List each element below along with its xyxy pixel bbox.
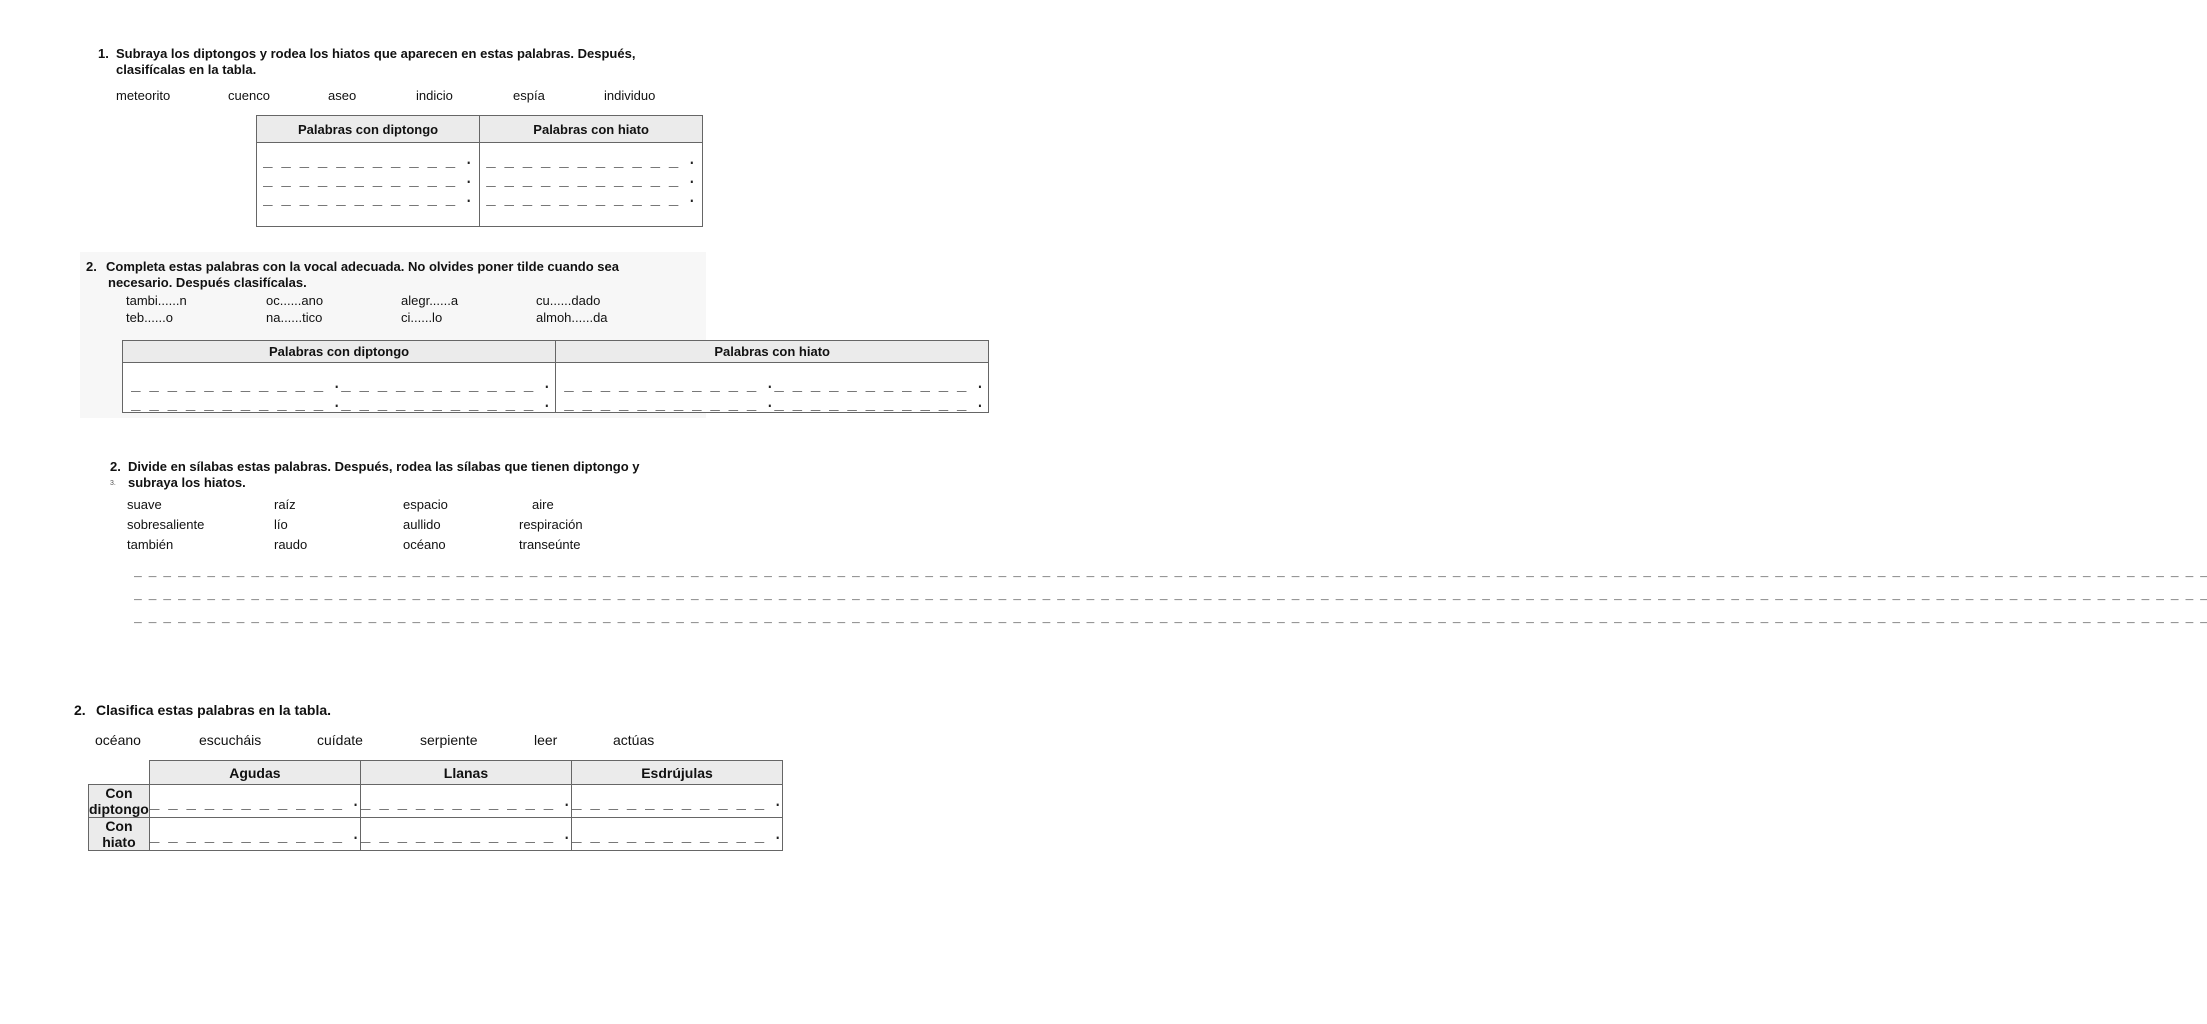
answer-blank[interactable]: _ _ _ _ _ _ _ _ _ _ _ . (149, 791, 360, 810)
word-item: tambi......n (126, 293, 187, 308)
exercise-1-table (256, 115, 703, 227)
answer-cell[interactable] (123, 363, 556, 413)
answer-blank[interactable]: _ _ _ _ _ _ _ _ _ _ _ . (263, 149, 474, 168)
answer-blank[interactable]: _ _ _ _ _ _ _ _ _ _ _ . (360, 791, 571, 810)
word-item: espacio (403, 497, 448, 512)
word-item: aullido (403, 517, 441, 532)
exercise-4-table (88, 760, 783, 851)
table-header: Palabras con diptongo (257, 116, 480, 143)
answer-blank[interactable]: _ _ _ _ _ _ _ _ _ _ _ . (564, 373, 775, 392)
word-item: raíz (274, 497, 296, 512)
word-item: respiración (519, 517, 583, 532)
answer-blank[interactable]: _ _ _ _ _ _ _ _ _ _ _ . (341, 392, 552, 411)
word-item: almoh......da (536, 310, 608, 325)
answer-cell[interactable] (360, 818, 571, 851)
answer-blank[interactable]: _ _ _ _ _ _ _ _ _ _ _ . (131, 373, 342, 392)
word-item: individuo (604, 88, 656, 103)
answer-line[interactable]: _ _ _ _ _ _ _ _ _ _ _ _ _ _ _ _ _ _ _ _ _ _ _ _ _ _ _ _ _ _ _ _ _ _ _ _ _ _ _ _ _ _ _ _ _ _ _ _ _ _ _ _ _ _ _ _ _ _ _ _ _ _ _ _ _ _ _ _ _ _ _ _ _ _ _ _ _ _ _ _ _ _ _ _ _ _ _ _ _ _ _ _ _ _ _ _ _ _ _ _ _ _ _ _ _ _ _ _ _ _ _ _ _ _ _ _ _ _ _ _ _ _ _ _ _ _ _ _ _ _ _ _ _ _ _ _ _ _ _ _ _ _ (134, 563, 2207, 578)
word-item: indicio (416, 88, 453, 103)
word-item: cuenco (228, 88, 270, 103)
answer-cell[interactable] (360, 785, 571, 818)
answer-cell[interactable] (149, 818, 360, 851)
word-item: serpiente (420, 732, 478, 748)
answer-blank[interactable]: _ _ _ _ _ _ _ _ _ _ _ . (774, 373, 985, 392)
answer-blank[interactable]: _ _ _ _ _ _ _ _ _ _ _ . (149, 824, 360, 843)
answer-cell[interactable] (556, 363, 989, 413)
word-item: cuídate (317, 732, 363, 748)
answer-cell[interactable] (257, 143, 480, 227)
exercise-3-title: 2. Divide en sílabas estas palabras. Después, rodea las sílabas que tienen diptongo y subraya los hiatos. (110, 459, 640, 490)
row-header: Con hiato (89, 818, 150, 851)
word-item: actúas (613, 732, 655, 748)
table-header: Palabras con hiato (480, 116, 703, 143)
word-item: cu......dado (536, 293, 601, 308)
word-item: sobresaliente (127, 517, 205, 532)
answer-line[interactable]: _ _ _ _ _ _ _ _ _ _ _ _ _ _ _ _ _ _ _ _ _ _ _ _ _ _ _ _ _ _ _ _ _ _ _ _ _ _ _ _ _ _ _ _ _ _ _ _ _ _ _ _ _ _ _ _ _ _ _ _ _ _ _ _ _ _ _ _ _ _ _ _ _ _ _ _ _ _ _ _ _ _ _ _ _ _ _ _ _ _ _ _ _ _ _ _ _ _ _ _ _ _ _ _ _ _ _ _ _ _ _ _ _ _ _ _ _ _ _ _ _ _ _ _ _ _ _ _ _ _ _ _ _ _ _ _ _ _ _ _ _ _ (134, 586, 2207, 601)
word-item: lío (274, 517, 288, 532)
exercise-1-title: 1. Subraya los diptongos y rodea los hiatos que aparecen en estas palabras. Después, clasifícalas en la tabla. (98, 46, 636, 77)
answer-blank[interactable]: _ _ _ _ _ _ _ _ _ _ _ . (486, 187, 697, 206)
answer-blank[interactable]: _ _ _ _ _ _ _ _ _ _ _ . (131, 392, 342, 411)
answer-line[interactable]: _ _ _ _ _ _ _ _ _ _ _ _ _ _ _ _ _ _ _ _ _ _ _ _ _ _ _ _ _ _ _ _ _ _ _ _ _ _ _ _ _ _ _ _ _ _ _ _ _ _ _ _ _ _ _ _ _ _ _ _ _ _ _ _ _ _ _ _ _ _ _ _ _ _ _ _ _ _ _ _ _ _ _ _ _ _ _ _ _ _ _ _ _ _ _ _ _ _ _ _ _ _ _ _ _ _ _ _ _ _ _ _ _ _ _ _ _ _ _ _ _ _ _ _ _ _ _ _ _ _ _ _ _ _ _ _ _ _ _ _ _ _ (134, 609, 2207, 624)
word-item: alegr......a (401, 293, 459, 308)
word-item: aire (532, 497, 554, 512)
exercise-2-title: 2. Completa estas palabras con la vocal adecuada. No olvides poner tilde cuando sea necesario. Después clasifícalas. (86, 259, 619, 290)
word-item: océano (403, 537, 446, 552)
answer-blank[interactable]: _ _ _ _ _ _ _ _ _ _ _ . (360, 824, 571, 843)
table-header: Llanas (360, 761, 571, 785)
exercise-4-number: 2. (74, 702, 86, 718)
answer-blank[interactable]: _ _ _ _ _ _ _ _ _ _ _ . (774, 392, 985, 411)
word-item: meteorito (116, 88, 171, 103)
word-item: escucháis (199, 732, 262, 748)
exercise-2-table (122, 340, 989, 413)
answer-cell[interactable] (571, 818, 782, 851)
table-header: Esdrújulas (571, 761, 782, 785)
word-item: na......tico (266, 310, 323, 325)
answer-cell[interactable] (149, 785, 360, 818)
answer-blank[interactable]: _ _ _ _ _ _ _ _ _ _ _ . (486, 168, 697, 187)
row-header: Con diptongo (89, 785, 149, 817)
word-item: suave (127, 497, 162, 512)
answer-blank[interactable]: _ _ _ _ _ _ _ _ _ _ _ . (263, 187, 474, 206)
answer-blank[interactable]: _ _ _ _ _ _ _ _ _ _ _ . (571, 824, 783, 843)
exercise-4-title: 2. Clasifica estas palabras en la tabla. (74, 702, 332, 718)
answer-cell[interactable] (571, 785, 782, 818)
answer-blank[interactable]: _ _ _ _ _ _ _ _ _ _ _ . (564, 392, 775, 411)
answer-blank[interactable]: _ _ _ _ _ _ _ _ _ _ _ . (486, 149, 697, 168)
table-corner (89, 761, 150, 785)
word-item: oc......ano (266, 293, 324, 308)
table-header: Palabras con diptongo (123, 341, 556, 363)
word-item: transeúnte (519, 537, 581, 552)
word-item: espía (513, 88, 545, 103)
answer-blank[interactable]: _ _ _ _ _ _ _ _ _ _ _ . (263, 168, 474, 187)
word-item: ci......lo (401, 310, 443, 325)
word-item: aseo (328, 88, 357, 103)
exercise-3-small-mark: 3. (110, 480, 116, 487)
word-item: también (127, 537, 174, 552)
table-header: Agudas (149, 761, 360, 785)
answer-cell[interactable] (480, 143, 703, 227)
exercise-2-number: 2. (86, 259, 97, 274)
word-item: raudo (274, 537, 308, 552)
table-header: Palabras con hiato (556, 341, 989, 363)
answer-blank[interactable]: _ _ _ _ _ _ _ _ _ _ _ . (571, 791, 783, 810)
word-item: océano (95, 732, 141, 748)
word-item: leer (534, 732, 558, 748)
exercise-3-number: 2. (110, 459, 121, 474)
exercise-1-number: 1. (98, 46, 109, 61)
answer-blank[interactable]: _ _ _ _ _ _ _ _ _ _ _ . (341, 373, 552, 392)
word-item: teb......o (126, 310, 173, 325)
